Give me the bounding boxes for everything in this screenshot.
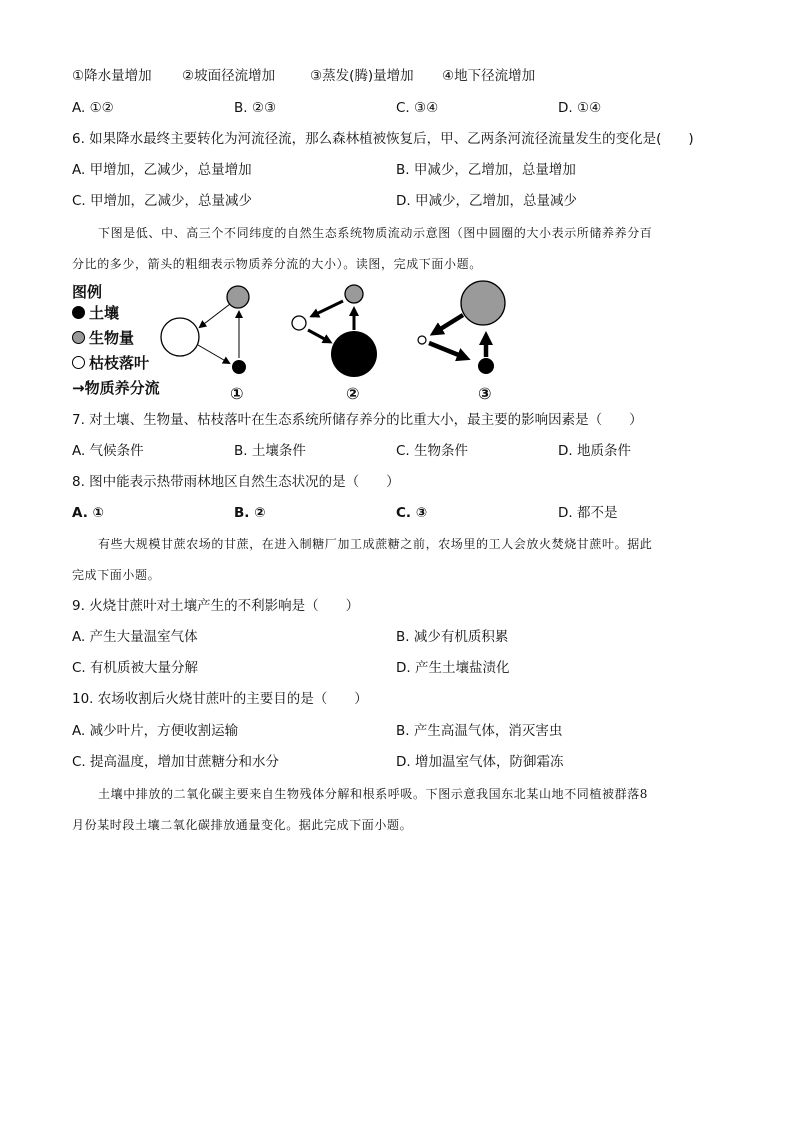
diagram-3-soil-circle [478, 358, 494, 374]
diagram-3 [418, 281, 505, 374]
diagram-1-flow-litter-soil [198, 345, 229, 363]
q9-choice-c[interactable]: C. 有机质被大量分解 [72, 660, 199, 676]
q5-choice-d[interactable]: D. ①④ [558, 100, 602, 116]
q6-stem: 6. 如果降水最终主要转化为河流径流，那么森林植被恢复后，甲、乙两条河流径流量发生的变化是( ) [72, 131, 694, 147]
q6-choice-b[interactable]: B. 甲减少，乙增加，总量增加 [396, 162, 576, 178]
legend-soil [72, 302, 119, 323]
q8-choice-b[interactable]: B. ② [234, 505, 266, 521]
q9-choice-a[interactable]: A. 产生大量温室气体 [72, 629, 198, 645]
legend-flow [72, 377, 160, 398]
biomass-dot-icon [72, 331, 85, 344]
q10-choice-b[interactable]: B. 产生高温气体，消灭害虫 [396, 723, 563, 739]
q8-choice-d[interactable]: D. 都不是 [558, 505, 618, 521]
intro-7-8-line2: 分比的多少，箭头的粗细表示物质养分流的大小）。读图，完成下面小题。 [72, 257, 482, 271]
diagram-3-flow-litter-soil [429, 343, 466, 358]
diagram-2-label: ② [346, 384, 360, 403]
diagram-1-soil-circle [232, 360, 246, 374]
q5-item-1: ①降水量增加 [72, 68, 152, 84]
intro-next-line2: 月份某时段土壤二氧化碳排放通量变化。据此完成下面小题。 [72, 818, 413, 832]
q10-choice-d[interactable]: D. 增加温室气体，防御霜冻 [396, 754, 564, 770]
q5-item-2: ②坡面径流增加 [182, 68, 276, 84]
diagram-1-flow-biomass-litter [200, 304, 230, 327]
diagram-1-biomass-circle [227, 286, 249, 308]
q9-stem: 9. 火烧甘蔗叶对土壤产生的不利影响是（ ） [72, 598, 360, 614]
intro-7-8-line1: 下图是低、中、高三个不同纬度的自然生态系统物质流动示意图（图中圆圈的大小表示所储养养分百 [98, 226, 653, 240]
diagram-2-litter-circle [292, 316, 306, 330]
diagram-3-flow-biomass-litter [434, 315, 463, 333]
q7-choice-d[interactable]: D. 地质条件 [558, 443, 631, 459]
q10-stem: 10. 农场收割后火烧甘蔗叶的主要目的是（ ） [72, 691, 368, 707]
diagram-2 [292, 285, 377, 377]
soil-dot-icon [72, 306, 85, 319]
q10-choice-a[interactable]: A. 减少叶片，方便收割运输 [72, 723, 239, 739]
legend-litter [72, 352, 149, 373]
diagram-1 [161, 286, 249, 374]
legend-flow-label: 物质养分流 [84, 379, 160, 397]
legend-biomass-label: 生物量 [89, 329, 135, 347]
q10-choice-c[interactable]: C. 提高温度，增加甘蔗糖分和水分 [72, 754, 280, 770]
nutrient-flow-diagrams [150, 278, 530, 388]
q5-choice-b[interactable]: B. ②③ [234, 100, 277, 116]
q7-choice-c[interactable]: C. 生物条件 [396, 443, 469, 459]
diagram-2-soil-circle [331, 331, 377, 377]
q8-choice-c[interactable]: C. ③ [396, 505, 428, 521]
q5-item-4: ④地下径流增加 [442, 68, 536, 84]
diagram-3-label: ③ [478, 384, 492, 403]
legend-biomass [72, 327, 134, 348]
q7-choice-a[interactable]: A. 气候条件 [72, 443, 144, 459]
legend-litter-label: 枯枝落叶 [89, 354, 150, 372]
diagram-3-litter-circle [418, 336, 426, 344]
q8-stem: 8. 图中能表示热带雨林地区自然生态状况的是（ ） [72, 474, 400, 490]
flow-arrow-icon: → [72, 378, 85, 397]
intro-9-10-line2: 完成下面小题。 [72, 568, 161, 582]
q6-choice-d[interactable]: D. 甲减少，乙增加，总量减少 [396, 193, 577, 209]
q5-choice-a[interactable]: A. ①② [72, 100, 114, 116]
q8-choice-a[interactable]: A. ① [72, 505, 104, 521]
diagram-2-flow-biomass-litter [312, 301, 343, 316]
q5-choice-c[interactable]: C. ③④ [396, 100, 439, 116]
diagram-2-flow-litter-soil [308, 330, 330, 342]
diagram-2-biomass-circle [345, 285, 363, 303]
diagram-1-litter-circle [161, 318, 199, 356]
q6-choice-c[interactable]: C. 甲增加，乙减少，总量减少 [72, 193, 253, 209]
legend-title: 图例 [72, 283, 103, 301]
q6-choice-a[interactable]: A. 甲增加，乙减少，总量增加 [72, 162, 252, 178]
legend-soil-label: 土壤 [89, 304, 120, 322]
intro-next-line1: 土壤中排放的二氧化碳主要来自生物残体分解和根系呼吸。下图示意我国东北某山地不同植被群落8 [98, 787, 649, 801]
q9-choice-b[interactable]: B. 减少有机质积累 [396, 629, 509, 645]
diagram-1-label: ① [230, 384, 244, 403]
q7-choice-b[interactable]: B. 土壤条件 [234, 443, 306, 459]
q5-item-3: ③蒸发(腾)量增加 [310, 68, 414, 84]
intro-9-10-line1: 有些大规模甘蔗农场的甘蔗，在进入制糖厂加工成蔗糖之前，农场里的工人会放火焚烧甘蔗叶。据此 [98, 537, 653, 551]
litter-dot-icon [72, 356, 85, 369]
q9-choice-d[interactable]: D. 产生土壤盐渍化 [396, 660, 510, 676]
q7-stem: 7. 对土壤、生物量、枯枝落叶在生态系统所储存养分的比重大小，最主要的影响因素是（ ） [72, 412, 643, 428]
diagram-3-biomass-circle [461, 281, 505, 325]
